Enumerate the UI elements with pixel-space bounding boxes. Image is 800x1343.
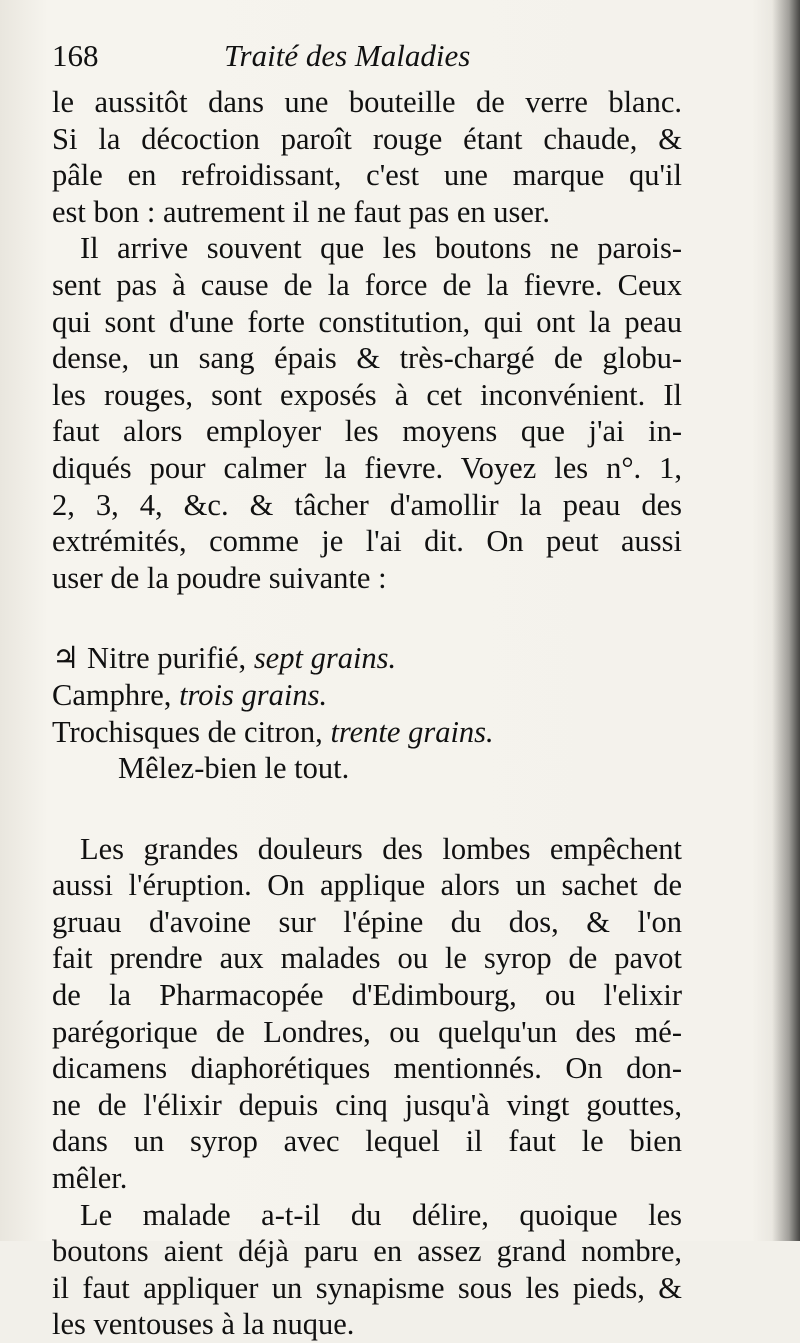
text-line: les ventouses à la nuque. xyxy=(52,1307,355,1342)
running-title: Traité des Maladies xyxy=(224,38,471,73)
text-line: Les grandes douleurs des lombes empêchent xyxy=(80,831,682,866)
page-number: 168 xyxy=(52,38,99,73)
text-line: parégorique de Londres, ou quelqu'un des mé- xyxy=(52,1014,682,1049)
text-line: qui sont d'une forte constitution, qui ont la peau xyxy=(52,304,682,339)
text-line: gruau d'avoine sur l'épine du dos, & l'on xyxy=(52,904,682,939)
text-line: sent pas à cause de la force de la fievre. Ceux xyxy=(52,267,682,302)
page-header xyxy=(52,36,692,82)
text-line: Il arrive souvent que les boutons ne parois- xyxy=(80,231,682,266)
paragraph-2 xyxy=(52,230,682,596)
text-line: mêler. xyxy=(52,1161,128,1196)
body-text xyxy=(52,84,682,1343)
text-line: dans un syrop avec lequel il faut le bien xyxy=(52,1124,682,1159)
ingredient-name: ♃ Nitre purifié, xyxy=(52,641,247,676)
prescription-item xyxy=(52,714,682,751)
text-line: il faut appliquer un synapisme sous les pieds, & xyxy=(52,1270,682,1305)
text-line: ne de l'élixir depuis cinq jusqu'à vingt gouttes, xyxy=(52,1087,682,1122)
paragraph-3 xyxy=(52,831,682,1197)
text-line: diqués pour calmer la fievre. Voyez les n°. 1, xyxy=(52,450,682,485)
text-line: 2, 3, 4, &c. & tâcher d'amollir la peau des xyxy=(52,487,682,522)
text-line: faut alors employer les moyens que j'ai in- xyxy=(52,414,682,449)
prescription-item xyxy=(52,677,682,714)
text-line: extrémités, comme je l'ai dit. On peut aussi xyxy=(52,524,682,559)
text-line: Si la décoction paroît rouge étant chaude, & xyxy=(52,121,682,156)
text-line: pâle en refroidissant, c'est une marque qu'il xyxy=(52,158,682,193)
text-line: de la Pharmacopée d'Edimbourg, ou l'elixir xyxy=(52,978,682,1013)
text-line: dense, un sang épais & très-chargé de globu- xyxy=(52,341,682,376)
prescription xyxy=(52,640,682,786)
text-line: user de la poudre suivante : xyxy=(52,560,387,595)
text-line: Le malade a-t-il du délire, quoique les xyxy=(80,1197,682,1232)
paragraph-4 xyxy=(52,1197,682,1343)
text-line: dicamens diaphorétiques mentionnés. On don- xyxy=(52,1051,682,1086)
ingredient-dose: trois grains. xyxy=(179,677,328,712)
ingredient-name: Trochisques de citron, xyxy=(52,714,323,749)
text-line: aussi l'éruption. On applique alors un sachet de xyxy=(52,868,682,903)
paragraph-1 xyxy=(52,84,682,230)
book-spine-shadow xyxy=(772,0,800,1241)
text-line: les rouges, sont exposés à cet inconvénient. Il xyxy=(52,377,682,412)
ingredient-dose: sept grains. xyxy=(253,641,397,676)
ingredient-dose: trente grains. xyxy=(330,714,494,749)
text-line: fait prendre aux malades ou le syrop de pavot xyxy=(52,941,682,976)
ingredient-name: Camphre, xyxy=(52,677,172,712)
text-line: est bon : autrement il ne faut pas en user. xyxy=(52,194,551,229)
text-line: le aussitôt dans une bouteille de verre blanc. xyxy=(52,85,682,119)
text-line: boutons aient déjà paru en assez grand nombre, xyxy=(52,1234,682,1269)
prescription-item xyxy=(52,640,682,677)
prescription-instruction: Mêlez-bien le tout. xyxy=(118,751,350,786)
